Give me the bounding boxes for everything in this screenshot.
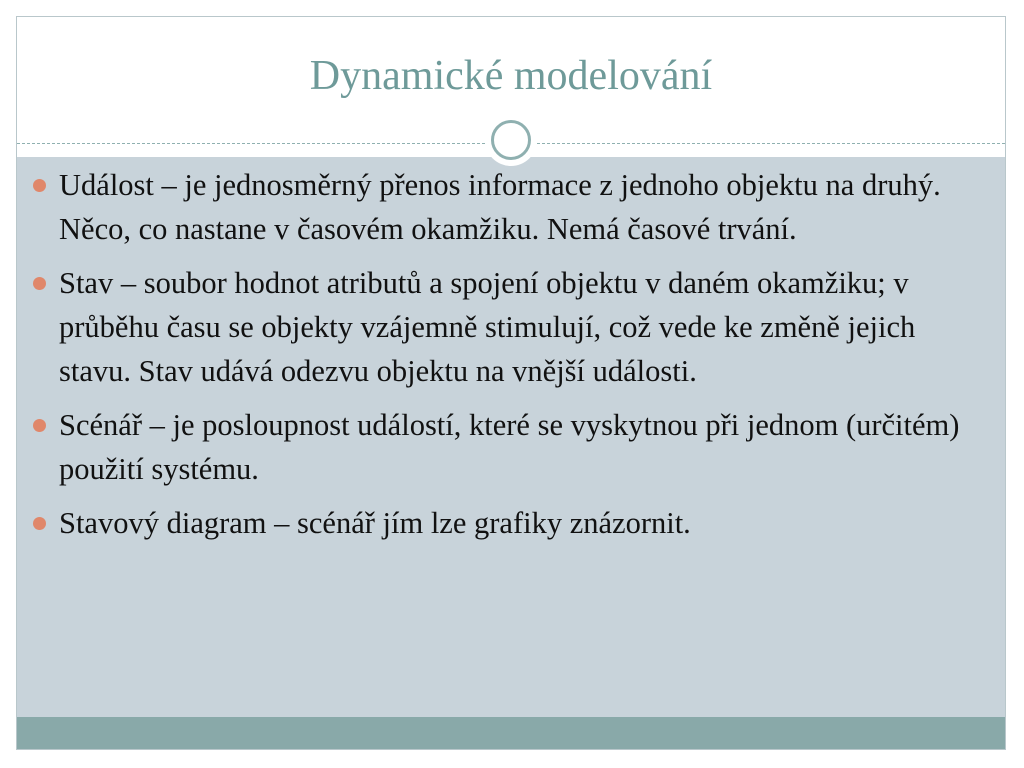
bullet-item [30,403,960,491]
bullet-text: Stavový diagram – scénář jím lze grafiky znázornit. [59,506,691,540]
footer-band [17,717,1005,750]
bullet-dot-icon [33,179,46,192]
bullet-text: Událost – je jednosměrný přenos informace z jednoho objektu na druhý. Něco, co nastane v časovém okamžiku. Nemá časové trvání. [59,168,941,246]
circle-ornament-ring [491,120,531,160]
bullet-dot-icon [33,419,46,432]
bullet-dot-icon [33,277,46,290]
bullet-item [30,261,960,393]
bullet-text: Stav – soubor hodnot atributů a spojení objektu v daném okamžiku; v průběhu času se objekty vzájemně stimulují, což vede ke změně jejich stavu. Stav udává odezvu objektu na vnější události. [59,266,916,388]
bullet-dot-icon [33,517,46,530]
slide-title: Dynamické modelování [309,53,713,99]
bullet-item [30,501,960,545]
bullet-list [30,163,960,555]
bullet-text: Scénář – je posloupnost událostí, které se vyskytnou při jednom (určitém) použití systému. [59,408,960,486]
circle-ornament-icon [485,114,537,166]
bullet-item [30,163,960,251]
